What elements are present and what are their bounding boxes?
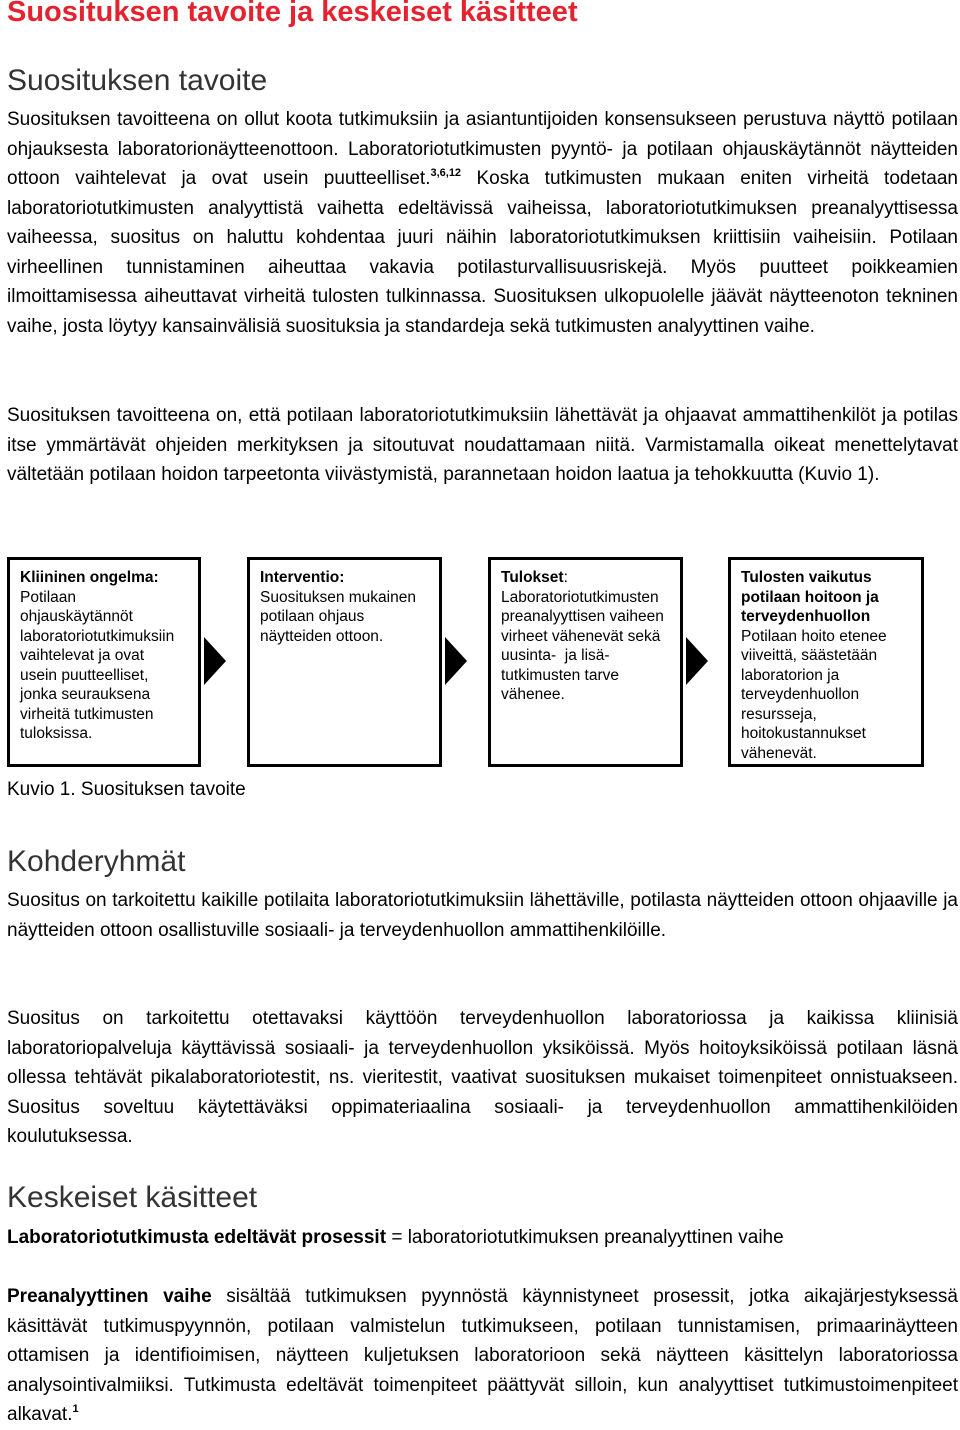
paragraph-text: Koska tutkimusten mukaan eniten virheitä todetaan laboratoriotutkimusten analyyttistä vaihetta edeltävissä vaiheissa, laboratoriotutkimuksen preanalyyttisessa vaiheessa, suositus on haluttu kohdentaa juuri näihin laboratoriotutkimuksen kriittisiin vaiheisiin. Potilaan virheellinen tunnistaminen aiheuttaa vakavia potilasturvallisuusriskejä. Myös puutteet poikkeamien ilmoittamisessa aiheuttavat virheitä tulosten tulkinnassa. Suosituksen ulkopuolelle jäävät näytteenoton tekninen vaihe, josta löytyy kansainvälisiä suosituksia ja standardeja sekä tutkimusten analyyttinen vaihe.	[7, 168, 958, 337]
figure-caption: Kuvio 1. Suosituksen tavoite	[7, 779, 246, 800]
box-line: Laboratoriotutkimusten	[501, 588, 659, 606]
section-heading-keskeiset-kasitteet: Keskeiset käsitteet	[7, 1181, 258, 1214]
box-line: laboratorion ja	[741, 666, 840, 684]
box-title: Tulosten vaikutus	[741, 569, 872, 586]
section-heading-tavoite: Suosituksen tavoite	[7, 64, 268, 97]
box-line: virheitä tutkimusten	[20, 705, 154, 723]
box-line: vaihtelevat ja ovat	[20, 647, 145, 664]
arrow-right-icon	[445, 637, 467, 685]
box-line: potilaan ohjaus	[260, 608, 365, 625]
box-title: Kliininen ongelma:	[20, 569, 159, 586]
figure-box-results	[488, 557, 683, 767]
box-line: uusinta- ja lisä-	[501, 647, 610, 664]
box-line: hoitokustannukset	[741, 725, 866, 742]
figure-box-impact	[728, 557, 924, 767]
paragraph-tavoite-1	[7, 105, 958, 341]
figure-box-intervention	[247, 557, 442, 767]
box-line: jonka seurauksena	[20, 686, 151, 703]
reference-superscript: 1	[72, 1403, 79, 1415]
box-line: virheet vähenevät sekä	[501, 627, 661, 645]
paragraph-kohderyhmat-2: Suositus on tarkoitettu otettavaksi käyttöön terveydenhuollon laboratoriossa ja kaikissa kliinisiä laboratoriopalveluja käyttävissä sosiaali- ja terveydenhuollon yksiköissä. Myös hoitoyksiköissä potilaan läsnä ollessa tehtävät pikalaboratoriotestit, ns. vieritestit, vaativat suosituksen mukaiset toimenpiteet onnistuakseen. Suositus soveltuu käytettäväksi oppimateriaalina sosiaali- ja terveydenhuollon ammattihenkilöiden koulutuksessa.	[7, 1008, 958, 1147]
box-line: vähenee.	[501, 686, 565, 703]
box-line: resursseja,	[741, 705, 817, 723]
paragraph-kohderyhmat-1: Suositus on tarkoitettu kaikille potilaita laboratoriotutkimuksiin lähettäville, potilasta näytteiden ottoon ohjaaville ja näytteiden ottoon osallistuville sosiaali- ja terveydenhuollon ammattihenkilöille.	[7, 890, 958, 941]
box-line: terveydenhuollon	[741, 686, 860, 703]
definition-term: Laboratoriotutkimusta edeltävät prosessit	[7, 1227, 387, 1248]
box-title: Interventio:	[260, 569, 345, 586]
arrow-right-icon	[686, 637, 708, 685]
definition-preanalyyttinen-vaihe	[7, 1282, 958, 1430]
box-line: tutkimusten tarve	[501, 666, 620, 684]
box-line: preanalyyttisen vaiheen	[501, 608, 664, 625]
box-title-line: terveydenhuollon	[741, 608, 871, 625]
box-line: tuloksissa.	[20, 725, 93, 742]
figure-box-clinical-problem	[7, 557, 201, 767]
definition-text: sisältää tutkimuksen pyynnöstä käynnistyneet prosessit, jotka aikajärjestyksessä käsittävät tutkimuspyynnön, potilaan valmistelun tutkimukseen, potilaan tunnistamisen, primaarinäytteen ottamisen ja identifioimisen, näytteen kuljetuksen laboratorioon sekä näytteen käsittelyn laboratoriossa analysointivalmiiksi. Tutkimusta edeltävät toimenpiteet päättyvät silloin, kun analyyttiset tutkimustoimenpiteet alkavat.	[7, 1286, 958, 1425]
box-line: usein puutteelliset,	[20, 666, 149, 684]
paragraph-text: Suosituksen tavoitteena on ollut koota tutkimuksiin ja asiantuntijoiden konsensukseen perustuva näyttö potilaan ohjauksesta laboratorionäytteenottoon. Laboratoriotutkimusten pyyntö- ja potilaan ohjauskäytännöt näytteiden ottoon vaihtelevat ja ovat usein puutteelliset.	[7, 109, 958, 189]
box-line: ohjauskäytännöt	[20, 608, 133, 625]
box-line: Suosituksen mukainen	[260, 588, 416, 606]
box-title-row	[501, 568, 672, 588]
box-line: Potilaan hoito etenee	[741, 627, 887, 645]
definition-text: = laboratoriotutkimuksen preanalyyttinen vaihe	[386, 1227, 784, 1248]
arrow-right-icon	[204, 637, 226, 685]
box-line: Potilaan	[20, 588, 77, 606]
box-line: näytteiden ottoon.	[260, 627, 384, 645]
figure-kuvio-1	[7, 557, 958, 767]
box-line: vähenevät.	[741, 744, 817, 762]
box-title-suffix: :	[563, 569, 568, 586]
page-title: Suosituksen tavoite ja keskeiset käsitteet	[7, 0, 578, 28]
section-heading-kohderyhmat: Kohderyhmät	[7, 845, 186, 878]
box-line: laboratoriotutkimuksiin	[20, 627, 175, 645]
definition-term: Preanalyyttinen vaihe	[7, 1286, 212, 1307]
reference-superscript: 3,6,12	[430, 167, 462, 179]
box-title-line: potilaan hoitoon ja	[741, 588, 879, 606]
definition-prosessit	[7, 1223, 958, 1253]
box-line: viiveittä, säästetään	[741, 647, 878, 664]
box-title: Tulokset	[501, 569, 564, 586]
paragraph-tavoite-2: Suosituksen tavoitteena on, että potilaan laboratoriotutkimuksiin lähettävät ja ohjaavat ammattihenkilöt ja potilas itse ymmärtävät ohjeiden merkityksen ja sitoutuvat noudattamaan niitä. Varmistamalla oikeat menettelytavat vältetään potilaan hoidon tarpeetonta viivästymistä, parannetaan hoidon laatua ja tehokkuutta (Kuvio 1).	[7, 405, 958, 485]
